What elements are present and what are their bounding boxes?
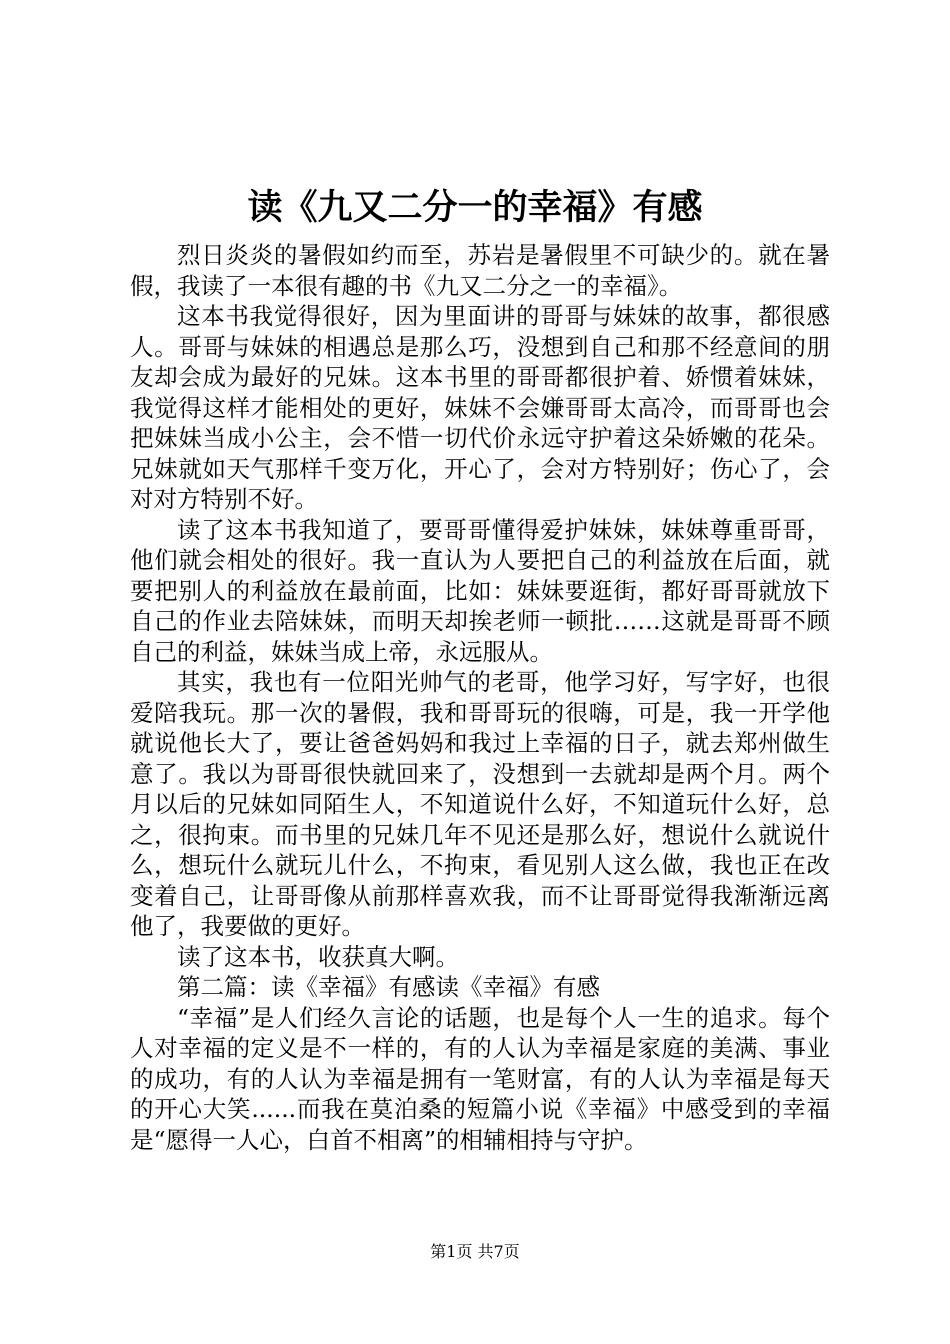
paragraph-7: “幸福”是人们经久言论的话题，也是每个人一生的追求。每个人对幸福的定义是不一样的，有的人认为幸福是家庭的美满、事业的成功，有的人认为幸福是拥有一笔财富，有的人认为幸福是每天的开心大笑......而我在莫泊桑的短篇小说《幸福》中感受到的幸福是“愿得一人心，白首不相离”的相辅相持与守护。 [130,1003,830,1154]
paragraph-3: 读了这本书我知道了，要哥哥懂得爱护妹妹，妹妹尊重哥哥，他们就会相处的很好。我一直认为人要把自己的利益放在后面，就要把别人的利益放在最前面，比如：妹妹要逛街，都好哥哥就放下自己的作业去陪妹妹，而明天却挨老师一顿批……这就是哥哥不顾自己的利益，妹妹当成上帝，永远服从。 [130,515,830,666]
paragraph-6-section-heading: 第二篇：读《幸福》有感读《幸福》有感 [177,973,600,1001]
paragraph-5: 读了这本书，收获真大啊。 [177,942,459,971]
document-title: 读《九又二分一的幸福》有感 [247,187,703,228]
paragraph-4: 其实，我也有一位阳光帅气的老哥，他学习好，写字好，也很爱陪我玩。那一次的暑假，我和哥哥玩的很嗨，可是，我一开学他就说他长大了，要让爸爸妈妈和我过上幸福的日子，就去郑州做生意了。我以为哥哥很快就回来了，没想到一去就却是两个月。两个月以后的兄妹如同陌生人，不知道说什么好，不知道玩什么好，总之，很拘束。而书里的兄妹几年不见还是那么好，想说什么就说什么，想玩什么就玩儿什么，不拘束，看见别人这么做，我也正在改变着自己，让哥哥像从前那样喜欢我，而不让哥哥觉得我渐渐远离他了，我要做的更好。 [130,668,830,940]
paragraph-2: 这本书我觉得很好，因为里面讲的哥哥与妹妹的故事，都很感人。哥哥与妹妹的相遇总是那么巧，没想到自己和那不经意间的朋友却会成为最好的兄妹。这本书里的哥哥都很护着、娇惯着妹妹，我觉得这样才能相处的更好，妹妹不会嫌哥哥太高冷，而哥哥也会把妹妹当成小公主，会不惜一切代价永远守护着这朵娇嫩的花朵。兄妹就如天气那样千变万化，开心了，会对方特别好；伤心了，会对对方特别不好。 [130,302,830,513]
paragraph-1: 烈日炎炎的暑假如约而至，苏岩是暑假里不可缺少的。就在暑假，我读了一本很有趣的书《九又二分之一的幸福》。 [130,241,830,300]
page-number-footer: 第1页 共7页 [430,1242,520,1261]
document-body [130,240,830,1155]
